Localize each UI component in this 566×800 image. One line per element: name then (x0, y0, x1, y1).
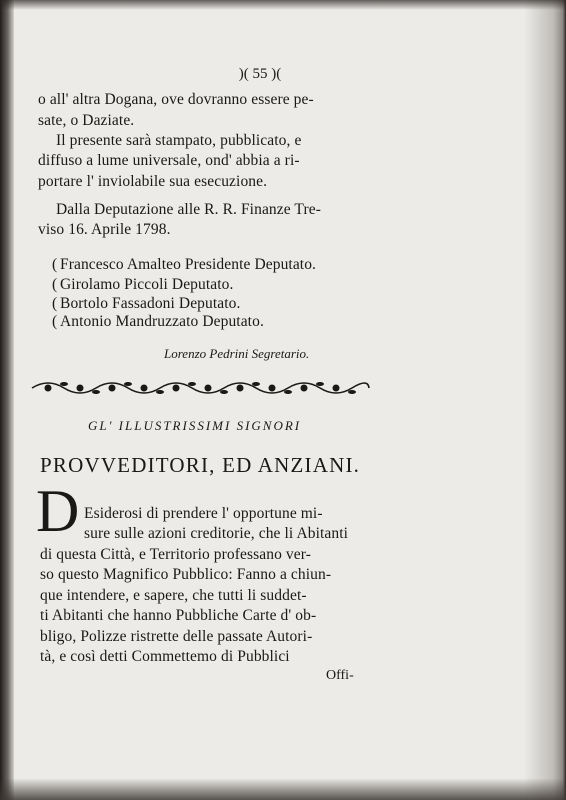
bottom-shadow (0, 778, 566, 800)
text-line: so questo Magnifico Pubblico: Fanno a chiun- (40, 566, 332, 583)
text-line: sate, o Daziate. (38, 112, 135, 129)
text-line: que intendere, e sapere, che tutti li suddet- (40, 587, 307, 604)
floral-ornament-band (28, 376, 373, 400)
text-line: di questa Città, e Territorio professano ver- (40, 546, 311, 563)
text-line: Il presente sarà stampato, pubblicato, e (56, 132, 302, 149)
text-line: tà, e così detti Commettemo di Pubblici (40, 648, 290, 665)
secretary-signature: Lorenzo Pedrini Segretario. (164, 346, 310, 361)
text-line: ti Abitanti che hanno Pubbliche Carte d' ob- (40, 607, 317, 624)
text-line: Esiderosi di prendere l' opportune mi- (84, 505, 323, 522)
text-line: o all' altra Dogana, ove dovranno essere pe- (38, 91, 314, 108)
top-shadow (0, 0, 566, 10)
text-line: bligo, Polizze ristrette delle passate Autori- (40, 628, 313, 645)
text-line: sure sulle azioni creditorie, che li Abitanti (84, 525, 349, 542)
page-number: )( 55 )( (238, 66, 282, 82)
page-gutter-shadow (0, 0, 14, 800)
signatory: ( Antonio Mandruzzato Deputato. (52, 313, 264, 330)
page-edge (524, 0, 566, 800)
text-line: portare l' inviolabile sua esecuzione. (38, 173, 268, 190)
signatory: ( Francesco Amalteo Presidente Deputato. (52, 256, 317, 273)
signatory: ( Girolamo Piccoli Deputato. (52, 276, 234, 293)
date-line: viso 16. Aprile 1798. (38, 221, 171, 238)
date-line: Dalla Deputazione alle R. R. Finanze Tre- (56, 201, 321, 218)
heading-small: GL' ILLUSTRISSIMI SIGNORI (88, 418, 302, 433)
text-line: diffuso a lume universale, ond' abbia a ri- (38, 152, 300, 169)
catchword: Offi- (326, 668, 354, 683)
signatory: ( Bortolo Fassadoni Deputato. (52, 295, 241, 312)
drop-cap: D (36, 478, 80, 544)
heading-large: PROVVEDITORI, ED ANZIANI. (40, 453, 361, 477)
